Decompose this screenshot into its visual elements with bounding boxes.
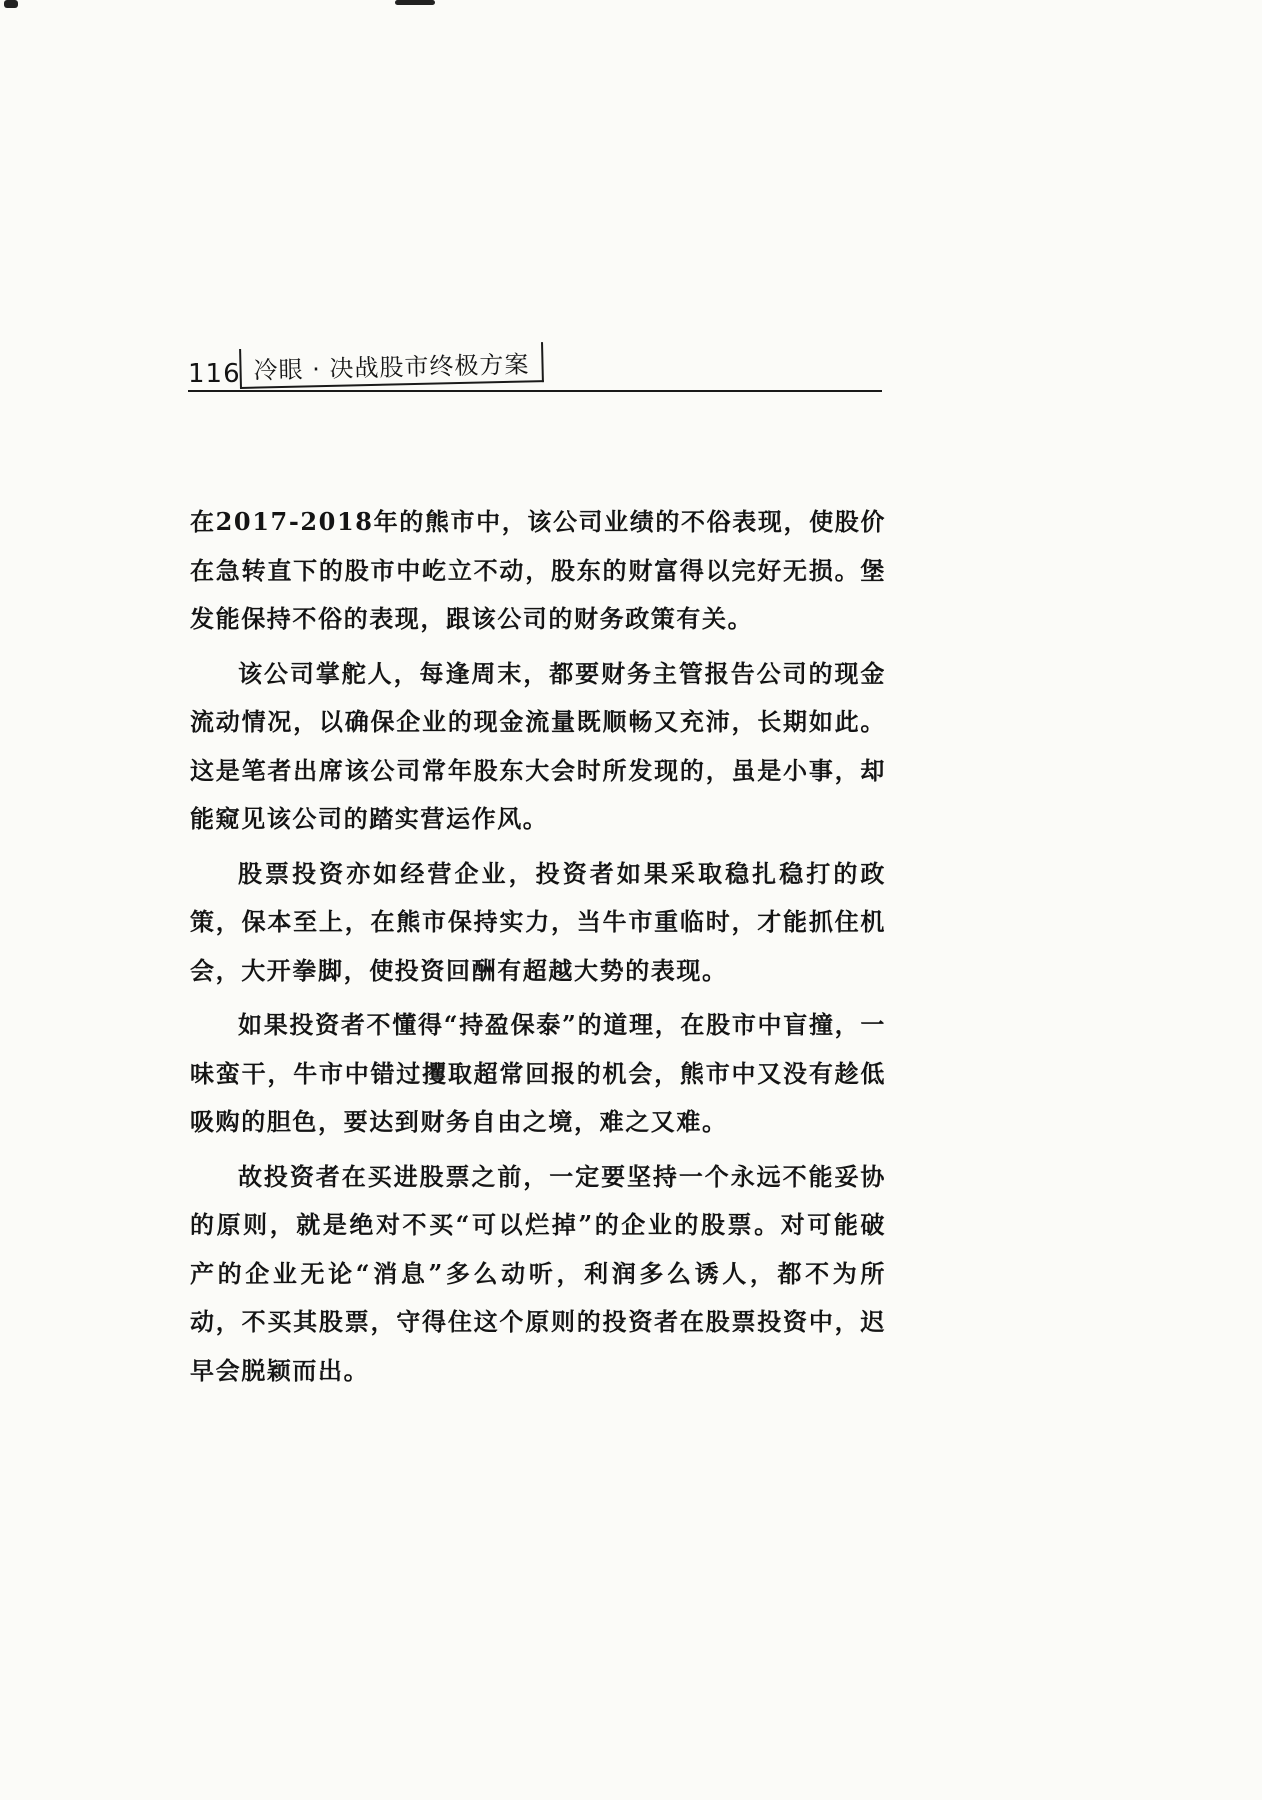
book-title-box: [239, 342, 544, 389]
body-text: [190, 498, 886, 1401]
scan-artifact: [4, 0, 18, 8]
header-rule: [188, 390, 882, 392]
page-number: 116: [188, 359, 241, 389]
book-title: 冷眼 · 决战股市终极方案: [253, 349, 530, 385]
paragraph: 该公司掌舵人，每逢周末，都要财务主管报告公司的现金流动情况，以确保企业的现金流量既顺畅又充沛，长期如此。这是笔者出席该公司常年股东大会时所发现的，虽是小事，却能窥见该公司的踏实营运作风。: [190, 658, 886, 833]
paragraph: 在2017-2018年的熊市中，该公司业绩的不俗表现，使股价在急转直下的股市中屹立不动，股东的财富得以完好无损。堡发能保持不俗的表现，跟该公司的财务政策有关。: [190, 507, 886, 633]
paragraph: 如果投资者不懂得“持盈保泰”的道理，在股市中盲撞，一味蛮干，牛市中错过攫取超常回报的机会，熊市中又没有趁低吸购的胆色，要达到财务自由之境，难之又难。: [190, 1010, 886, 1136]
paragraph: 股票投资亦如经营企业，投资者如果采取稳扎稳打的政策，保本至上，在熊市保持实力，当牛市重临时，才能抓住机会，大开拳脚，使投资回酬有超越大势的表现。: [190, 858, 886, 985]
paragraph: 故投资者在买进股票之前，一定要坚持一个永远不能妥协的原则，就是绝对不买“可以烂掉”的企业的股票。对可能破产的企业无论“消息”多么动听，利润多么诱人，都不为所动，不买其股票，守得住这个原则的投资者在股票投资中，迟早会脱颖而出。: [190, 1161, 886, 1385]
scan-artifact: [395, 0, 435, 5]
running-header: [188, 343, 882, 397]
